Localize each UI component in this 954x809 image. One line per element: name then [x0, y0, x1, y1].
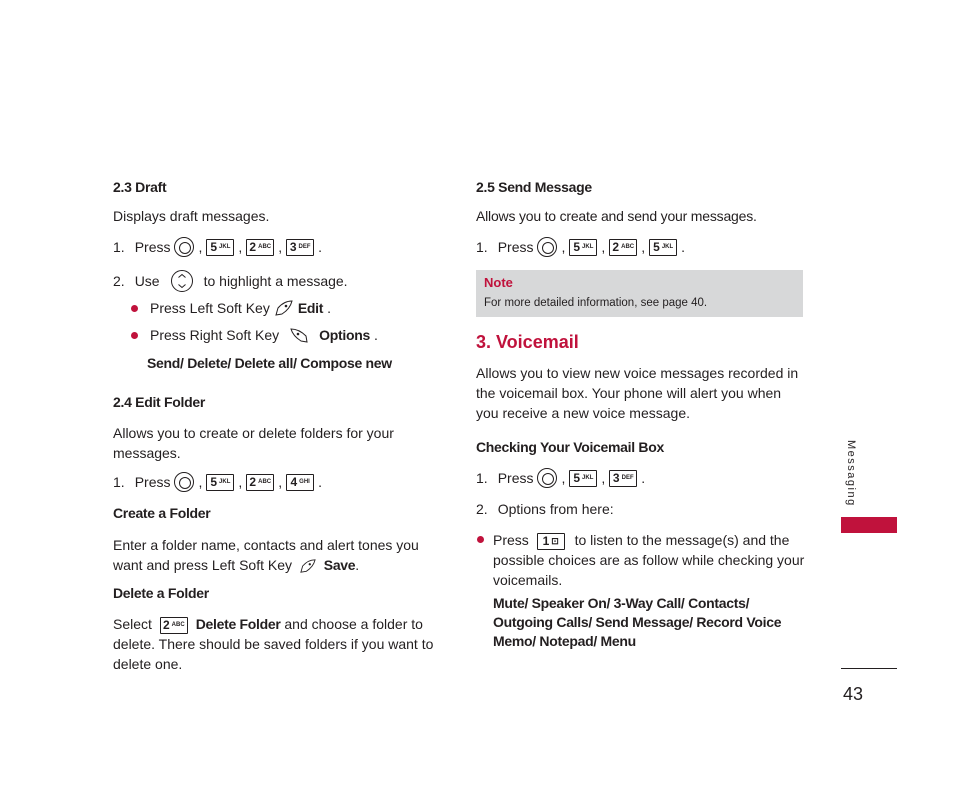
- comma: ,: [561, 470, 566, 486]
- step-text: to highlight a message.: [203, 273, 348, 289]
- voicemail-title: 3. Voicemail: [476, 332, 579, 352]
- key-letters: JKL: [582, 244, 594, 250]
- right-soft-key-icon: [289, 326, 309, 344]
- step-number: 1.: [113, 474, 125, 490]
- key-digit: 3: [289, 240, 297, 254]
- key-5-icon: [649, 239, 677, 256]
- create-folder-heading: Create a Folder: [113, 505, 211, 521]
- key-5-icon: [206, 239, 234, 256]
- key-2-icon: [160, 617, 188, 634]
- page-rule: [841, 668, 897, 669]
- draft-bullet-edit: [131, 299, 331, 317]
- checking-voicemail-heading: Checking Your Voicemail Box: [476, 439, 664, 455]
- bullet-icon: [131, 305, 138, 312]
- key-3-icon: [609, 470, 637, 487]
- period: .: [355, 557, 360, 573]
- period: .: [681, 239, 686, 255]
- note-box: [476, 270, 803, 317]
- bullet-text: Press Right Soft Key: [150, 327, 280, 343]
- key-digit: 3: [612, 471, 620, 485]
- key-letters: DEF: [621, 475, 634, 481]
- key-digit: 2: [249, 240, 257, 254]
- key-letters: ABC: [621, 244, 635, 250]
- step-number: 2.: [113, 273, 125, 289]
- note-body: For more detailed information, see page 40.: [484, 297, 708, 309]
- draft-bullet-options: [131, 326, 378, 344]
- delete-folder-text: Select: [113, 616, 152, 632]
- delete-folder-label: Delete Folder: [195, 616, 281, 632]
- draft-step-1: [113, 237, 322, 257]
- voicemail-step-1: [476, 468, 645, 488]
- period: .: [318, 239, 323, 255]
- key-digit: 5: [573, 471, 581, 485]
- note-title: Note: [484, 275, 513, 290]
- key-letters: GHI: [299, 479, 310, 485]
- voicemail-options-list: Mute/ Speaker On/ 3-Way Call/ Contacts/ Outgoing Calls/ Send Message/ Record Voice Memo/ Notepad/ Menu: [493, 595, 782, 649]
- key-digit: 2: [612, 240, 620, 254]
- send-message-description: Allows you to create and send your messages.: [476, 208, 757, 224]
- key-digit: 5: [653, 240, 660, 254]
- create-folder-text: Enter a folder name, contacts and alert tones you want and press Left Soft Key: [113, 537, 419, 573]
- draft-step-2: [113, 269, 348, 293]
- key-digit: 1: [542, 534, 550, 549]
- key-letters: DEF: [298, 244, 311, 250]
- bullet-icon: [131, 332, 138, 339]
- key-digit: 2: [162, 618, 170, 633]
- delete-folder-text: and choose a folder to delete. There should be saved folders if you want to delete one.: [113, 616, 434, 672]
- key-digit: 5: [210, 240, 218, 254]
- section-tab-marker: [841, 517, 897, 533]
- period: .: [373, 327, 378, 343]
- left-soft-key-icon: [274, 299, 294, 317]
- voicemail-description: Allows you to view new voice messages recorded in the voicemail box. Your phone will alert you when you receive a new voice message.: [476, 365, 799, 421]
- step-label: Press: [134, 474, 171, 490]
- menu-ok-key-icon: [537, 468, 557, 488]
- menu-ok-key-icon: [174, 237, 194, 257]
- send-step-1: [476, 237, 685, 257]
- bullet-text: to listen to the message(s) and the possible choices are as follow while checking your voicemails.: [493, 532, 805, 588]
- key-5-icon: [569, 239, 597, 256]
- step-number: 1.: [476, 239, 488, 255]
- create-folder-description: [113, 535, 433, 575]
- comma: ,: [561, 239, 566, 255]
- left-soft-key-icon: [298, 558, 318, 574]
- step-number: 1.: [113, 239, 125, 255]
- key-letters: JKL: [219, 244, 231, 250]
- navigation-key-icon: [170, 269, 194, 293]
- edit-folder-step-1: [113, 472, 322, 492]
- key-letters: ABC: [258, 244, 272, 250]
- comma: ,: [238, 474, 243, 490]
- key-5-icon: [206, 474, 234, 491]
- key-digit: 4: [290, 475, 298, 489]
- comma: ,: [198, 239, 203, 255]
- comma: ,: [278, 239, 283, 255]
- key-digit: 2: [249, 475, 257, 489]
- step-label: Press: [134, 239, 171, 255]
- voicemail-bullet-text: [493, 530, 806, 590]
- comma: ,: [601, 470, 606, 486]
- comma: ,: [641, 239, 646, 255]
- voicemail-bullet: [476, 530, 806, 590]
- draft-heading: 2.3 Draft: [113, 179, 167, 195]
- section-side-label: Messaging: [845, 440, 857, 507]
- delete-folder-description: [113, 614, 438, 674]
- bullet-icon: [477, 536, 484, 543]
- key-letters: JKL: [582, 475, 594, 481]
- edit-folder-description: Allows you to create or delete folders for your messages.: [113, 425, 394, 461]
- key-letters: ABC: [171, 622, 185, 629]
- draft-options-list: Send/ Delete/ Delete all/ Compose new: [147, 355, 392, 371]
- edit-folder-heading: 2.4 Edit Folder: [113, 394, 205, 410]
- draft-description: Displays draft messages.: [113, 208, 270, 224]
- key-3-icon: [286, 239, 314, 256]
- step-label: Press: [497, 470, 534, 486]
- comma: ,: [238, 239, 243, 255]
- step-number: 1.: [476, 470, 488, 486]
- key-2-icon: [246, 239, 274, 256]
- period: .: [327, 300, 331, 316]
- period: .: [318, 474, 323, 490]
- delete-folder-heading: Delete a Folder: [113, 585, 209, 601]
- key-digit: 5: [573, 240, 581, 254]
- key-1-icon: [537, 533, 565, 550]
- bullet-text: Press: [493, 532, 529, 548]
- comma: ,: [198, 474, 203, 490]
- period: .: [641, 470, 646, 486]
- edit-label: Edit: [297, 300, 324, 316]
- key-letters: JKL: [661, 244, 674, 250]
- save-label: Save: [323, 557, 356, 573]
- key-letters: ⊡: [551, 535, 559, 546]
- key-2-icon: [609, 239, 637, 256]
- key-2-icon: [246, 474, 274, 491]
- key-letters: ABC: [258, 479, 272, 485]
- menu-ok-key-icon: [537, 237, 557, 257]
- step-text: Options from here:: [497, 501, 614, 517]
- options-label: Options: [319, 327, 370, 343]
- key-4-icon: [286, 474, 314, 491]
- menu-ok-key-icon: [174, 472, 194, 492]
- key-digit: 5: [210, 475, 218, 489]
- comma: ,: [601, 239, 606, 255]
- key-letters: JKL: [219, 479, 231, 485]
- page-number: 43: [843, 684, 864, 704]
- bullet-text: Press Left Soft Key: [150, 300, 270, 316]
- voicemail-step-2: [476, 501, 614, 517]
- step-label: Press: [497, 239, 534, 255]
- key-5-icon: [569, 470, 597, 487]
- step-label: Use: [134, 273, 160, 289]
- comma: ,: [278, 474, 283, 490]
- send-message-heading: 2.5 Send Message: [476, 179, 592, 195]
- step-number: 2.: [476, 501, 488, 517]
